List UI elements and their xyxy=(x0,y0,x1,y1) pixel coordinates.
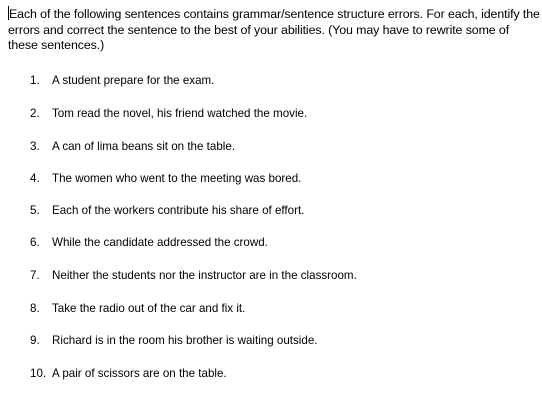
item-text: A pair of scissors are on the table. xyxy=(52,367,227,380)
list-item xyxy=(30,269,357,283)
list-item xyxy=(30,334,318,348)
item-number: 8. xyxy=(30,302,40,315)
item-number: 5. xyxy=(30,204,40,217)
item-number: 2. xyxy=(30,107,40,120)
list-item xyxy=(30,204,304,218)
list-item xyxy=(30,74,214,88)
list-item xyxy=(30,107,307,121)
list-item xyxy=(30,302,245,316)
list-item xyxy=(30,172,301,186)
list-item xyxy=(30,367,227,381)
item-text: The women who went to the meeting was bored. xyxy=(52,172,302,185)
list-item xyxy=(30,140,235,154)
item-text: Neither the students nor the instructor are in the classroom. xyxy=(52,269,357,282)
item-text: Richard is in the room his brother is waiting outside. xyxy=(52,334,318,347)
item-text: While the candidate addressed the crowd. xyxy=(52,236,268,249)
item-number: 3. xyxy=(30,140,40,153)
item-text: Take the radio out of the car and fix it. xyxy=(52,302,246,315)
item-text: A can of lima beans sit on the table. xyxy=(52,140,236,153)
item-number: 10. xyxy=(30,367,47,380)
instructions-paragraph xyxy=(8,6,540,54)
list-item xyxy=(30,236,268,250)
item-text: A student prepare for the exam. xyxy=(52,74,215,87)
item-number: 9. xyxy=(30,334,40,347)
item-text: Tom read the novel, his friend watched the movie. xyxy=(52,107,308,120)
item-number: 7. xyxy=(30,269,40,282)
item-text: Each of the workers contribute his share of effort. xyxy=(52,204,305,217)
item-number: 1. xyxy=(30,74,40,87)
instructions-text: Each of the following sentences contains grammar/sentence structure errors. For each, identify the errors and correct the sentence to the best of your abilities. (You may have to rewrite some of these sentences.) xyxy=(8,7,540,52)
item-number: 4. xyxy=(30,172,40,185)
item-number: 6. xyxy=(30,236,40,249)
